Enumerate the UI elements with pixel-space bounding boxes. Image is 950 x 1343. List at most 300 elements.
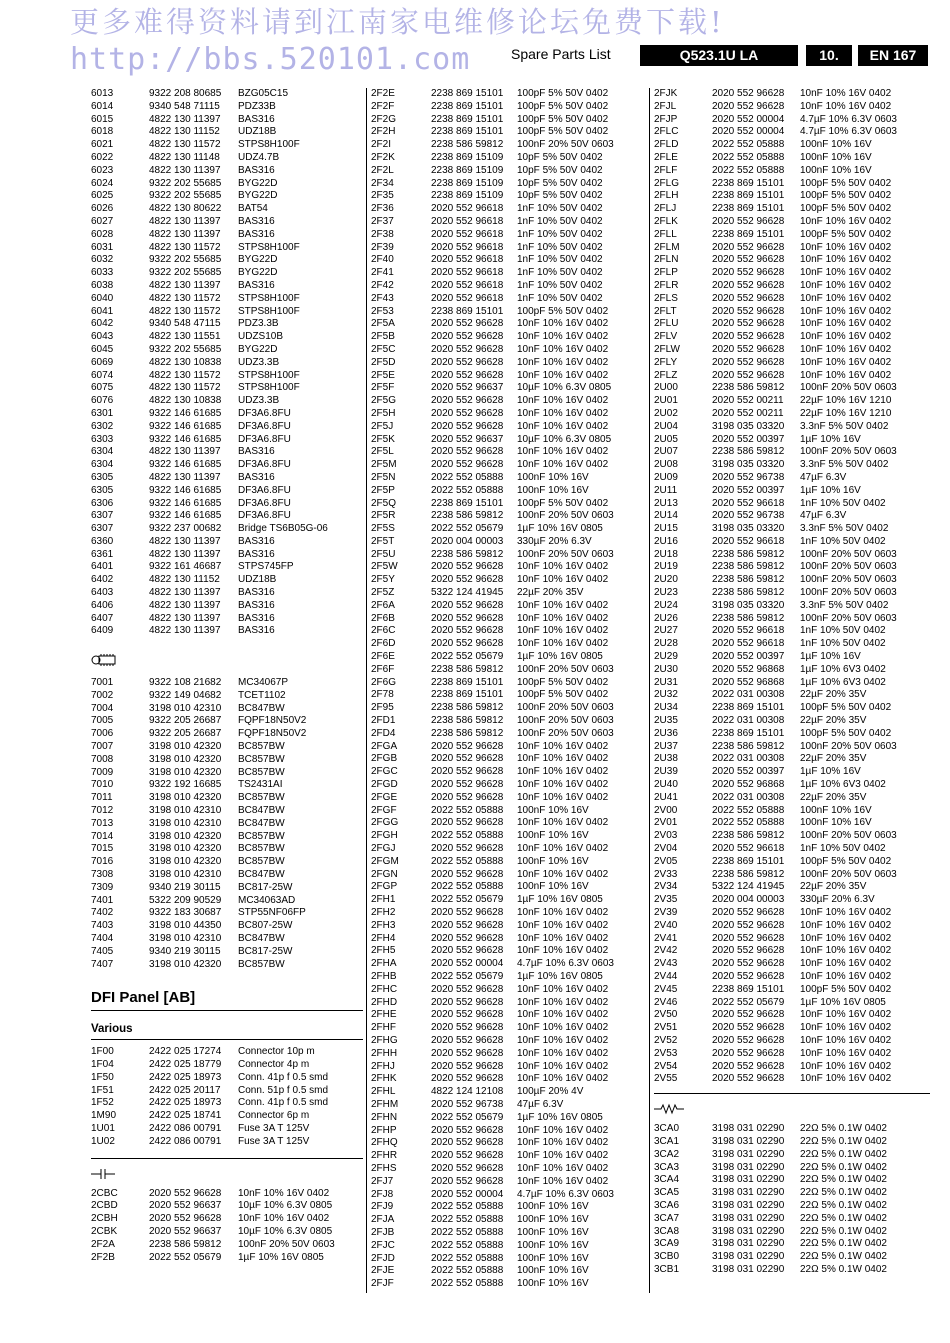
part-position: 2U29 <box>654 651 678 663</box>
part-number: 9322 146 61685 <box>149 497 222 509</box>
part-position: 2U14 <box>654 510 678 522</box>
part-position: 7015 <box>91 843 114 855</box>
part-number: 2020 004 00003 <box>712 894 785 906</box>
part-number: 2022 552 05888 <box>431 830 504 842</box>
part-description: 10pF 5% 50V 0402 <box>517 177 603 189</box>
part-position: 1U01 <box>91 1122 115 1134</box>
part-position: 6305 <box>91 484 114 496</box>
part-number: 3198 010 42320 <box>149 792 222 804</box>
part-position: 2F5K <box>371 433 395 445</box>
part-position: 2F2B <box>91 1251 115 1263</box>
part-position: 2V50 <box>654 1009 678 1021</box>
part-description: STPS745FP <box>238 561 294 573</box>
part-row <box>371 1253 646 1266</box>
part-position: 7009 <box>91 766 114 778</box>
part-number: 2020 552 96628 <box>431 1060 504 1072</box>
part-position: 2V44 <box>654 970 678 982</box>
part-description: 100nF 10% 16V <box>517 484 589 496</box>
part-row <box>371 587 646 600</box>
part-position: 6303 <box>91 433 114 445</box>
part-row <box>654 856 930 869</box>
part-description: 1nF 10% 50V 0402 <box>800 497 886 509</box>
part-description: 1µF 10% 16V 0805 <box>517 523 603 535</box>
part-position: 2FLR <box>654 279 679 291</box>
part-row <box>91 165 363 178</box>
part-number: 3198 035 03320 <box>712 599 785 611</box>
part-number: 2422 025 20117 <box>149 1084 221 1096</box>
part-description: 10nF 10% 16V 0402 <box>800 88 892 99</box>
part-number: 2022 031 00308 <box>712 715 785 727</box>
part-description: 10nF 10% 16V 0402 <box>517 599 609 611</box>
part-position: 6302 <box>91 420 114 432</box>
part-row <box>91 792 363 805</box>
part-row <box>91 446 363 459</box>
part-row <box>654 242 930 255</box>
part-description: BAS316 <box>238 113 275 125</box>
part-description: 100nF 20% 50V 0603 <box>517 548 614 560</box>
part-position: 2FHE <box>371 1009 397 1021</box>
part-row <box>371 741 646 754</box>
part-number: 2020 552 96618 <box>431 254 504 266</box>
part-number: 2020 552 96628 <box>431 1175 504 1187</box>
part-row <box>654 1213 930 1226</box>
part-description: 10nF 10% 16V 0402 <box>517 1175 609 1187</box>
part-row <box>654 139 930 152</box>
part-position: 6021 <box>91 139 114 151</box>
part-row <box>91 1239 363 1252</box>
part-number: 2020 552 96628 <box>431 407 504 419</box>
part-description: 1nF 10% 50V 0402 <box>517 241 603 253</box>
part-description: 100pF 5% 50V 0402 <box>800 702 892 714</box>
part-position: 2FLW <box>654 343 680 355</box>
part-number: 2020 552 96628 <box>431 331 504 343</box>
part-number: 4822 130 11572 <box>149 292 221 304</box>
part-position: 2F6B <box>371 612 395 624</box>
part-description: 10nF 10% 16V 0402 <box>800 356 892 368</box>
part-description: 10nF 10% 16V 0402 <box>517 779 609 791</box>
part-position: 2F6F <box>371 663 395 675</box>
part-number: 2020 552 96628 <box>712 369 785 381</box>
part-description: 1µF 10% 16V 0805 <box>517 970 603 982</box>
part-description: 10nF 10% 16V 0402 <box>517 356 609 368</box>
part-position: 3CA3 <box>654 1161 680 1173</box>
part-position: 6402 <box>91 574 114 586</box>
part-position: 6032 <box>91 254 114 266</box>
part-description: STPS8H100F <box>238 292 300 304</box>
part-row <box>371 715 646 728</box>
part-position: 2F6E <box>371 651 395 663</box>
part-row <box>91 510 363 523</box>
part-row <box>91 267 363 280</box>
part-description: 22Ω 5% 0.1W 0402 <box>800 1135 887 1147</box>
part-number: 2238 586 59812 <box>149 1238 222 1250</box>
watermark-line-1: 更多难得资料请到江南家电维修论坛免费下载! <box>70 5 725 39</box>
part-row <box>371 216 646 229</box>
various-list <box>91 1046 363 1148</box>
part-row <box>371 318 646 331</box>
part-row <box>91 933 363 946</box>
part-row <box>654 446 930 459</box>
part-row <box>371 574 646 587</box>
part-position: 2U02 <box>654 407 678 419</box>
part-position: 6407 <box>91 612 114 624</box>
part-number: 2020 552 96628 <box>712 100 785 112</box>
part-description: 10nF 10% 16V 0402 <box>517 638 609 650</box>
part-position: 2FLP <box>654 267 678 279</box>
part-description: 22µF 20% 35V <box>800 881 867 893</box>
part-number: 2020 552 00397 <box>712 433 785 445</box>
part-number: 2020 552 96628 <box>431 779 504 791</box>
part-description: 100nF 10% 16V <box>517 471 589 483</box>
part-row <box>91 190 363 203</box>
part-description: 100nF 10% 16V <box>517 881 589 893</box>
part-position: 2CBC <box>91 1187 118 1199</box>
part-row <box>371 549 646 562</box>
part-row <box>371 677 646 690</box>
part-row <box>654 318 930 331</box>
part-number: 2238 586 59812 <box>712 574 785 586</box>
part-number: 2022 552 05679 <box>712 996 785 1008</box>
part-position: 2FHH <box>371 1047 398 1059</box>
part-number: 2020 552 96628 <box>431 625 504 637</box>
part-description: 10nF 10% 16V 0402 <box>517 369 609 381</box>
part-description: BC817-25W <box>238 881 293 893</box>
part-row <box>654 984 930 997</box>
part-number: 2238 586 59812 <box>712 561 785 573</box>
part-position: 6043 <box>91 331 114 343</box>
part-description: 10nF 10% 16V 0402 <box>800 919 892 931</box>
part-number: 2238 869 15101 <box>431 676 504 688</box>
part-row <box>654 1035 930 1048</box>
watermark-line-2: http://bbs.520101.com <box>70 42 471 77</box>
part-description: DF3A6.8FU <box>238 484 291 496</box>
part-row <box>654 293 930 306</box>
part-number: 2020 552 96628 <box>712 1034 785 1046</box>
part-description: 1µF 10% 16V <box>800 484 861 496</box>
part-row <box>91 587 363 600</box>
part-row <box>91 306 363 319</box>
part-description: 100nF 10% 16V <box>517 1201 589 1213</box>
part-description: BC857BW <box>238 792 285 804</box>
part-description: Fuse 3A T 125V <box>238 1122 310 1134</box>
part-position: 2F37 <box>371 215 394 227</box>
part-number: 9322 183 30687 <box>149 907 222 919</box>
part-position: 6015 <box>91 113 114 125</box>
part-number: 9340 548 47115 <box>149 318 221 330</box>
part-position: 2FLC <box>654 126 679 138</box>
part-position: 3CA0 <box>654 1123 680 1135</box>
part-position: 2F6G <box>371 676 397 688</box>
part-position: 2F5D <box>371 356 396 368</box>
part-description: BC857BW <box>238 753 285 765</box>
part-description: 100pF 5% 50V 0402 <box>517 676 609 688</box>
part-number: 2020 552 96628 <box>431 766 504 778</box>
part-number: 2020 552 96628 <box>712 970 785 982</box>
part-row <box>371 485 646 498</box>
part-row <box>91 869 363 882</box>
part-number: 2020 552 96628 <box>712 254 785 266</box>
part-description: 22µF 20% 35V <box>800 689 867 701</box>
part-position: 7011 <box>91 792 113 804</box>
part-number: 4822 130 11397 <box>149 587 221 599</box>
part-row <box>371 395 646 408</box>
part-description: BAS316 <box>238 471 275 483</box>
part-number: 2022 031 00308 <box>712 689 785 701</box>
part-row <box>91 523 363 536</box>
part-position: 2F5H <box>371 407 396 419</box>
part-description: 10nF 10% 16V 0402 <box>800 1047 892 1059</box>
part-number: 2020 552 96628 <box>431 919 504 931</box>
part-row <box>91 318 363 331</box>
part-position: 2V42 <box>654 945 678 957</box>
part-number: 2022 552 05679 <box>431 1111 504 1123</box>
part-position: 2CBD <box>91 1200 118 1212</box>
part-row <box>654 510 930 523</box>
part-description: 10nF 10% 16V 0402 <box>517 817 609 829</box>
part-number: 2020 552 96618 <box>712 497 785 509</box>
part-number: 2238 869 15101 <box>431 100 504 112</box>
part-number: 2238 869 15109 <box>431 177 504 189</box>
part-position: 6307 <box>91 523 114 535</box>
part-position: 2F5W <box>371 561 398 573</box>
part-position: 2F5G <box>371 395 397 407</box>
part-position: 7012 <box>91 805 114 817</box>
part-position: 6406 <box>91 599 114 611</box>
part-row <box>654 523 930 536</box>
part-row <box>91 895 363 908</box>
part-row <box>371 498 646 511</box>
part-row <box>371 561 646 574</box>
part-position: 2U40 <box>654 779 678 791</box>
part-row <box>371 88 646 101</box>
part-description: 10nF 10% 16V 0402 <box>517 932 609 944</box>
part-row <box>654 114 930 127</box>
part-position: 7006 <box>91 728 114 740</box>
part-description: 22µF 20% 35V <box>517 587 584 599</box>
part-position: 2F5Q <box>371 497 397 509</box>
part-number: 9322 205 26687 <box>149 715 222 727</box>
part-row <box>91 408 363 421</box>
part-number: 3198 010 42310 <box>149 805 222 817</box>
part-row <box>654 1073 930 1086</box>
part-position: 2F5P <box>371 484 395 496</box>
part-description: 100pF 5% 50V 0402 <box>517 100 609 112</box>
part-description: 10nF 10% 16V 0402 <box>517 407 609 419</box>
part-row <box>371 165 646 178</box>
part-position: 6305 <box>91 471 114 483</box>
part-description: BC847BW <box>238 702 285 714</box>
part-position: 7007 <box>91 741 114 753</box>
part-description: 10pF 5% 50V 0402 <box>517 190 603 202</box>
part-number: 2020 552 96628 <box>712 305 785 317</box>
part-description: 10nF 10% 16V 0402 <box>800 1060 892 1072</box>
part-number: 2238 869 15101 <box>431 126 504 138</box>
part-number: 2422 025 17274 <box>149 1046 222 1058</box>
part-row <box>654 625 930 638</box>
part-number: 3198 010 42320 <box>149 766 222 778</box>
part-position: 7008 <box>91 753 114 765</box>
part-number: 2020 552 96637 <box>431 382 504 394</box>
part-description: DF3A6.8FU <box>238 407 291 419</box>
part-position: 2FJC <box>371 1239 395 1251</box>
part-description: 10µF 10% 6.3V 0805 <box>517 382 612 394</box>
part-number: 2022 552 05888 <box>431 484 504 496</box>
part-number: 4822 130 11572 <box>149 139 221 151</box>
part-row <box>91 613 363 626</box>
part-number: 2022 552 05888 <box>431 1252 504 1264</box>
part-description: 100nF 20% 50V 0603 <box>800 587 897 599</box>
part-description: 330µF 20% 6.3V <box>517 535 592 547</box>
part-number: 2022 552 05888 <box>712 139 785 151</box>
part-description: 10nF 10% 16V 0402 <box>800 100 892 112</box>
part-row <box>371 1086 646 1099</box>
part-row <box>91 485 363 498</box>
part-row <box>91 779 363 792</box>
part-row <box>371 664 646 677</box>
part-number: 2020 552 96628 <box>431 1150 504 1162</box>
part-number: 4822 130 11152 <box>149 574 220 586</box>
resistor-list <box>654 1123 930 1277</box>
part-position: 2FLF <box>654 164 678 176</box>
part-number: 2022 552 05888 <box>431 471 504 483</box>
part-number: 2238 869 15101 <box>431 113 504 125</box>
part-number: 3198 035 03320 <box>712 523 785 535</box>
part-description: 10µF 10% 6.3V 0805 <box>238 1200 333 1212</box>
part-position: 2FGC <box>371 766 398 778</box>
part-number: 2022 552 05888 <box>431 881 504 893</box>
part-position: 2FJB <box>371 1226 395 1238</box>
part-row <box>91 1123 363 1136</box>
part-position: 2FJK <box>654 88 678 99</box>
part-position: 7013 <box>91 817 114 829</box>
part-number: 4822 130 10838 <box>149 356 222 368</box>
part-description: 3.3nF 5% 50V 0402 <box>800 599 889 611</box>
part-number: 3198 031 02290 <box>712 1251 785 1263</box>
part-position: 2F35 <box>371 190 394 202</box>
part-description: 100nF 10% 16V <box>800 817 872 829</box>
part-row <box>91 754 363 767</box>
part-row <box>371 1265 646 1278</box>
part-position: 2U18 <box>654 548 678 560</box>
part-row <box>371 702 646 715</box>
part-number: 2238 586 59812 <box>712 740 785 752</box>
part-number: 3198 010 42310 <box>149 933 222 944</box>
part-number: 2238 869 15109 <box>431 164 504 176</box>
part-number: 2022 552 05888 <box>712 151 785 163</box>
part-row <box>654 88 930 101</box>
part-number: 2238 869 15101 <box>431 88 504 99</box>
part-position: 2V05 <box>654 855 678 867</box>
part-row <box>371 830 646 843</box>
part-row <box>654 536 930 549</box>
part-row <box>654 881 930 894</box>
part-number: 2238 869 15101 <box>431 305 504 317</box>
part-row <box>91 843 363 856</box>
part-number: 2238 869 15101 <box>712 702 785 714</box>
part-position: 2FH5 <box>371 945 396 957</box>
part-number: 9322 237 00682 <box>149 523 222 535</box>
part-position: 7404 <box>91 933 114 944</box>
part-row <box>371 472 646 485</box>
part-row <box>654 178 930 191</box>
part-number: 2020 552 96618 <box>712 843 785 855</box>
part-number: 2022 552 05888 <box>431 1278 504 1290</box>
part-position: 3CA2 <box>654 1148 680 1160</box>
part-number: 2020 552 96628 <box>431 817 504 829</box>
part-number: 4822 130 11397 <box>149 164 221 176</box>
part-position: 6024 <box>91 177 114 189</box>
part-description: BC857BW <box>238 830 285 842</box>
part-number: 2020 552 96628 <box>431 868 504 880</box>
part-description: 100pF 5% 50V 0402 <box>517 113 609 125</box>
part-position: 2U38 <box>654 753 678 765</box>
part-position: 2V40 <box>654 919 678 931</box>
part-position: 2F42 <box>371 279 394 291</box>
part-row <box>371 894 646 907</box>
part-description: BZG05C15 <box>238 88 289 99</box>
part-number: 4822 130 11397 <box>149 625 221 637</box>
part-row <box>654 498 930 511</box>
part-description: 10nF 10% 16V 0402 <box>800 331 892 343</box>
part-number: 3198 035 03320 <box>712 420 785 432</box>
section-title-various: Various <box>91 1021 363 1040</box>
part-position: 6304 <box>91 459 114 471</box>
part-position: 6307 <box>91 510 114 522</box>
part-description: 10nF 10% 16V 0402 <box>517 395 609 407</box>
part-row <box>371 203 646 216</box>
part-position: 6033 <box>91 267 114 279</box>
part-description: 22Ω 5% 0.1W 0402 <box>800 1238 887 1250</box>
part-number: 2020 552 96628 <box>712 945 785 957</box>
part-position: 2F38 <box>371 228 394 240</box>
part-row <box>91 254 363 267</box>
part-description: 100pF 5% 50V 0402 <box>517 497 609 509</box>
part-description: 47µF 6.3V <box>517 1098 564 1110</box>
part-description: STPS8H100F <box>238 139 300 151</box>
part-row <box>91 1188 363 1201</box>
part-row <box>91 1200 363 1213</box>
part-position: 2U11 <box>654 484 678 496</box>
part-number: 2020 552 96637 <box>149 1225 222 1237</box>
part-number: 9322 108 21682 <box>149 677 222 689</box>
part-position: 3CA4 <box>654 1174 680 1186</box>
part-description: BYG22D <box>238 267 278 279</box>
part-description: 100pF 5% 50V 0402 <box>517 689 609 701</box>
part-number: 2022 552 05888 <box>431 1226 504 1238</box>
part-description: BAS316 <box>238 215 275 227</box>
part-position: 1M90 <box>91 1110 117 1122</box>
part-position: 6304 <box>91 446 114 458</box>
part-number: 2020 552 96637 <box>431 433 504 445</box>
part-description: 100nF 10% 16V <box>800 804 872 816</box>
part-position: 2F43 <box>371 292 394 304</box>
part-description: 100nF 10% 16V <box>800 139 872 151</box>
part-number: 2020 552 96618 <box>431 215 504 227</box>
part-position: 2FGF <box>371 804 397 816</box>
part-row <box>654 408 930 421</box>
part-description: 10nF 10% 16V 0402 <box>517 612 609 624</box>
part-position: 2U24 <box>654 599 678 611</box>
part-row <box>371 1009 646 1022</box>
part-description: BC817-25W <box>238 945 293 957</box>
part-description: Connector 4p m <box>238 1058 310 1070</box>
part-description: BAS316 <box>238 164 275 176</box>
part-description: 10nF 10% 16V 0402 <box>800 1034 892 1046</box>
part-description: 1nF 10% 50V 0402 <box>517 203 603 215</box>
part-description: 100nF 20% 50V 0603 <box>800 446 897 458</box>
part-row <box>371 293 646 306</box>
ic-list <box>91 677 363 971</box>
